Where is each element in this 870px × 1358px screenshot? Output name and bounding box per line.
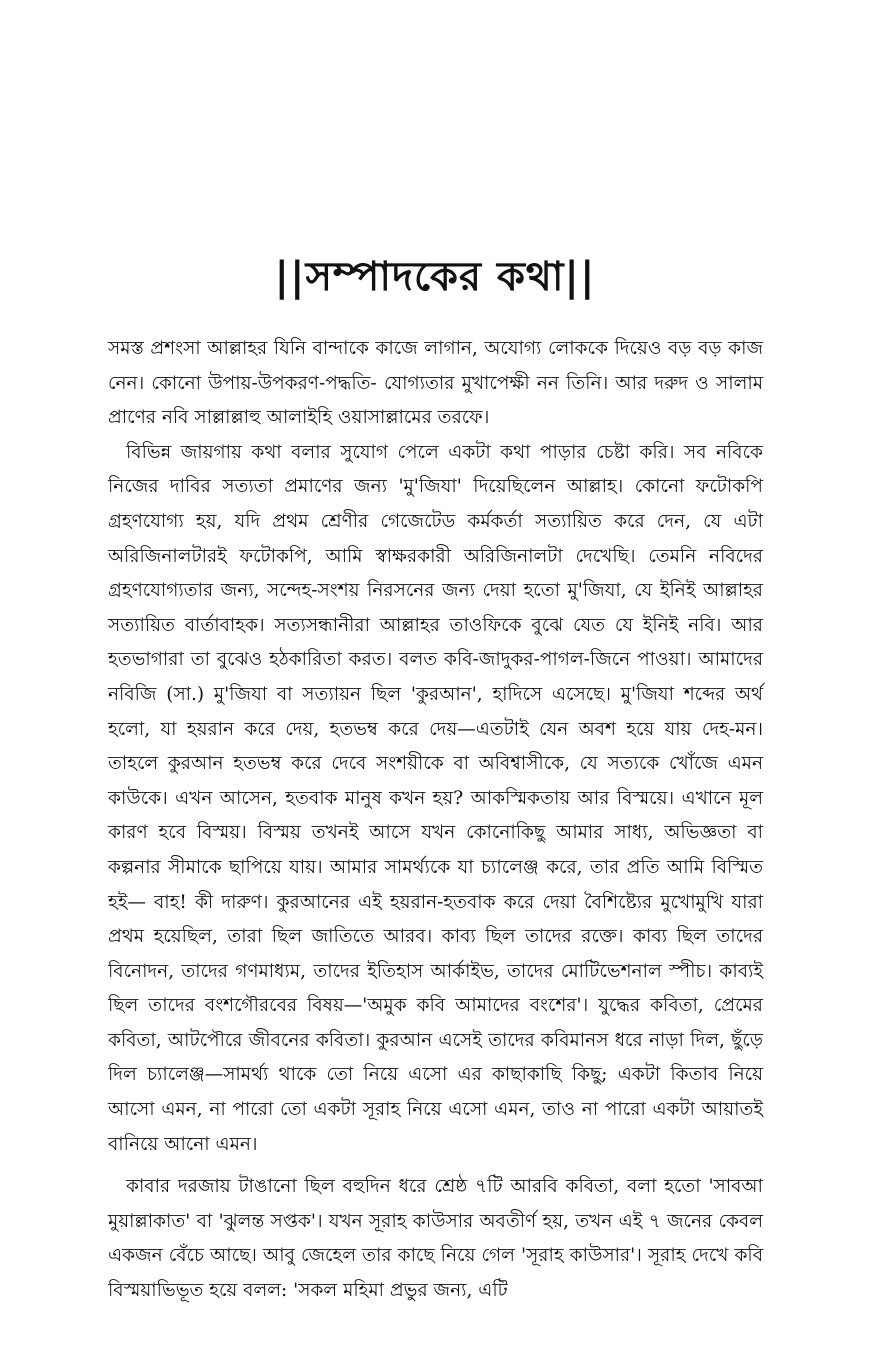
page-title: ||সম্পাদকের কথা||: [274, 252, 596, 300]
paragraph-3: কাবার দরজায় টাঙানো ছিল বহুদিন ধরে শ্রেষ্ঠ ৭টি আরবি কবিতা, বলা হতো 'সাবআ মুয়াল্লাকাত' বা 'ঝুলন্ত সপ্তক'। যখন সূরাহ কাউসার অবতীর্ণ হয়, তখন এই ৭ জনের কেবল একজন বেঁচে আছে। আবু জেহেল তার কাছে নিয়ে গেল 'সূরাহ কাউসার'। সূরাহ দেখে কবি বিস্ময়াভিভূত হয়ে বলল: 'সকল মহিমা প্রভুর জন্য, এটি: [108, 1176, 763, 1302]
paragraph-1: সমস্ত প্রশংসা আল্লাহর যিনি বান্দাকে কাজে লাগান, অযোগ্য লোককে দিয়েও বড় বড় কাজ নেন। কোনো উপায়-উপকরণ-পদ্ধতি- যোগ্যতার মুখাপেক্ষী নন তিনি। আর দরুদ ও সালাম প্রাণের নবি সাল্লাল্লাহু আলাইহি ওয়াসাল্লামের তরফে।: [108, 338, 763, 429]
paragraph-2: বিভিন্ন জায়গায় কথা বলার সুযোগ পেলে একটা কথা পাড়ার চেষ্টা করি। সব নবিকে নিজের দাবির সত্যতা প্রমাণের জন্য 'মু'জিযা' দিয়েছিলেন আল্লাহ। কোনো ফটোকপি গ্রহণযোগ্য হয়, যদি প্রথম শ্রেণীর গেজেটেড কর্মকর্তা সত্যায়িত করে দেন, যে এটা অরিজিনালটারই ফটোকপি, আমি স্বাক্ষরকারী অরিজিনালটা দেখেছি। তেমনি নবিদের গ্রহণযোগ্যতার জন্য, সন্দেহ-সংশয় নিরসনের জন্য দেয়া হতো মু'জিযা, যে ইনিই আল্লাহর সত্যায়িত বার্তাবাহক। সত্যসন্ধানীরা আল্লাহর তাওফিকে বুঝে যেত যে ইনিই নবি। আর হতভাগারা তা বুঝেও হঠকারিতা করত। বলত কবি-জাদুকর-পাগল-জিনে পাওয়া। আমাদের নবিজি (সা.) মু'জিযা বা সত্যায়ন ছিল 'কুরআন', হাদিসে এসেছে। মু'জিযা শব্দের অর্থ হলো, যা হয়রান করে দেয়, হতভম্ব করে দেয়—এতটাই যেন অবশ হয়ে যায় দেহ-মন। তাহলে কুরআন হতভম্ব করে দেবে সংশয়ীকে বা অবিশ্বাসীকে, যে সত্যকে খোঁজে এমন কাউকে। এখন আসেন, হতবাক মানুষ কখন হয়? আকস্মিকতায় আর বিস্ময়ে। এখানে মূল কারণ হবে বিস্ময়। বিস্ময় তখনই আসে যখন কোনোকিছু আমার সাধ্য, অভিজ্ঞতা বা কল্পনার সীমাকে ছাপিয়ে যায়। আমার সামর্থ্যকে যা চ্যালেঞ্জ করে, তার প্রতি আমি বিস্মিত হই— বাহ! কী দারুণ। কুরআনের এই হয়রান-হতবাক করে দেয়া বৈশিষ্ট্যের মুখোমুখি যারা প্রথম হয়েছিল, তারা ছিল জাতিতে আরব। কাব্য ছিল তাদের রক্তে। কাব্য ছিল তাদের বিনোদন, তাদের গণমাধ্যম, তাদের ইতিহাস আর্কাইভ, তাদের মোটিভেশনাল স্পীচ। কাব্যই ছিল তাদের বংশগৌরবের বিষয়—'অমুক কবি আমাদের বংশের'। যুদ্ধের কবিতা, প্রেমের কবিতা, আটপৌরে জীবনের কবিতা। কুরআন এসেই তাদের কবিমানস ধরে নাড়া দিল, ছুঁড়ে দিল চ্যালেঞ্জ—সামর্থ্য থাকে তো নিয়ে এসো এর কাছাকাছি কিছু; একটা কিতাব নিয়ে আসো এমন, না পারো তো একটা সূরাহ নিয়ে এসো এমন, তাও না পারো একটা আয়াতই বানিয়ে আনো এমন।: [108, 441, 763, 1155]
body-text: [108, 332, 763, 1309]
